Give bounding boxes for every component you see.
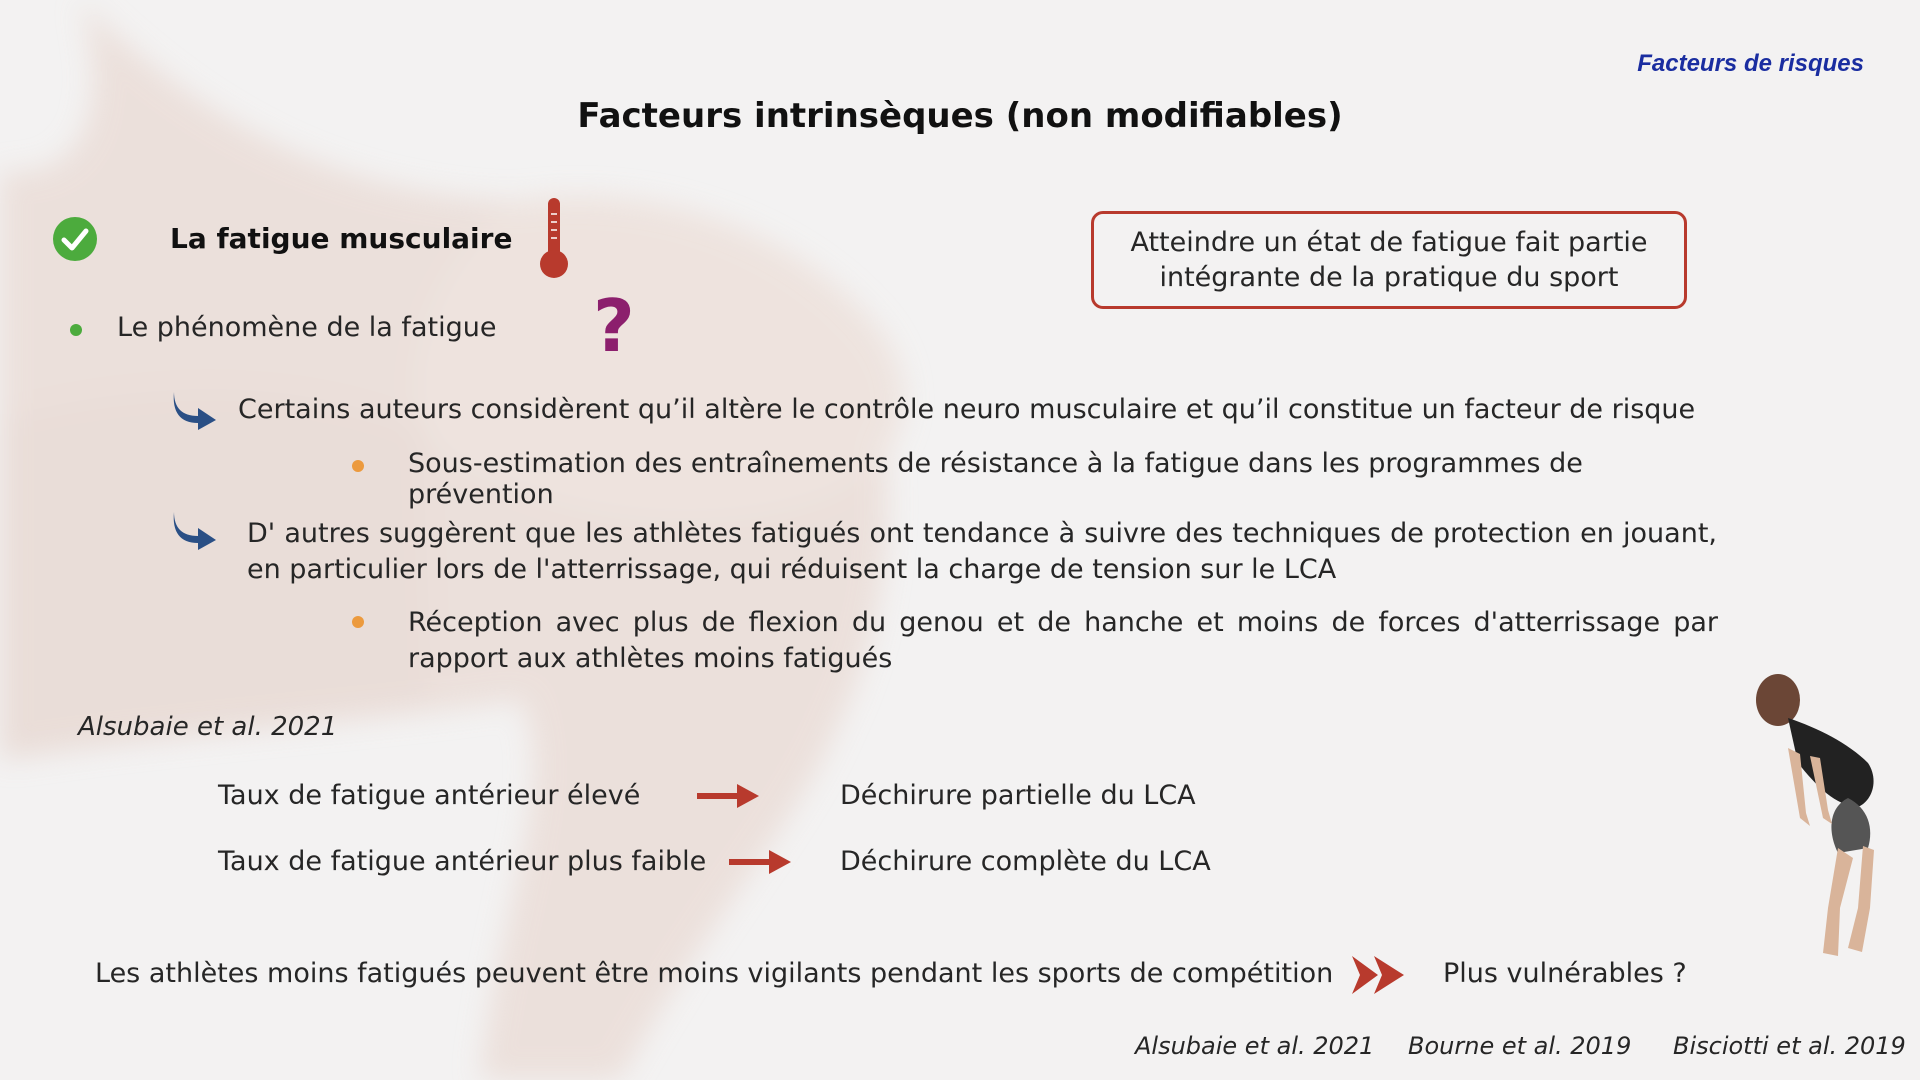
citation-main: Alsubaie et al. 2021 (78, 712, 338, 742)
curved-arrow-icon (170, 390, 218, 430)
bullet-dot (70, 324, 82, 336)
point1-text: Certains auteurs considèrent qu’il altère le contrôle neuro musculaire et qu’il constitue un facteur de risque (238, 394, 1696, 425)
comparison-right-2: Déchirure complète du LCA (840, 846, 1211, 877)
reference-2: Bourne et al. 2019 (1408, 1032, 1632, 1060)
reference-3: Bisciotti et al. 2019 (1673, 1032, 1906, 1060)
callout-box: Atteindre un état de fatigue fait partie intégrante de la pratique du sport (1091, 211, 1687, 309)
thermometer-icon (538, 196, 570, 280)
comparison-left-2: Taux de fatigue antérieur plus faible (218, 846, 707, 877)
arrow-right-icon (697, 783, 759, 809)
curved-arrow-icon (170, 510, 218, 550)
topic-heading: La fatigue musculaire (170, 222, 513, 255)
comparison-left-1: Taux de fatigue antérieur élevé (218, 780, 641, 811)
conclusion-statement: Les athlètes moins fatigués peuvent être moins vigilants pendant les sports de compétition (95, 958, 1334, 989)
arrow-right-icon (729, 849, 791, 875)
sub-bullet-dot (352, 460, 364, 472)
check-circle-icon (52, 216, 98, 262)
page-title: Facteurs intrinsèques (non modifiables) (577, 96, 1343, 136)
fatigued-athlete-figure (1728, 668, 1900, 968)
conclusion-result: Plus vulnérables ? (1443, 958, 1687, 989)
point2-text: D' autres suggèrent que les athlètes fatigués ont tendance à suivre des techniques de protection en jouant, en particulier lors de l'atterrissage, qui réduisent la charge de tension sur le LCA (247, 518, 1717, 585)
reference-1: Alsubaie et al. 2021 (1135, 1032, 1375, 1060)
question-mark-icon: ? (593, 284, 635, 368)
point1-sub-text: Sous-estimation des entraînements de résistance à la fatigue dans les programmes de prévention (408, 448, 1583, 510)
double-chevron-right-icon (1352, 956, 1404, 994)
phenomenon-text: Le phénomène de la fatigue (117, 312, 497, 343)
section-label: Facteurs de risques (1637, 50, 1864, 77)
sub-bullet-dot (352, 616, 364, 628)
point2-sub-text: Réception avec plus de flexion du genou et de hanche et moins de forces d'atterrissage par rapport aux athlètes moins fatigués (408, 607, 1718, 674)
comparison-right-1: Déchirure partielle du LCA (840, 780, 1196, 811)
